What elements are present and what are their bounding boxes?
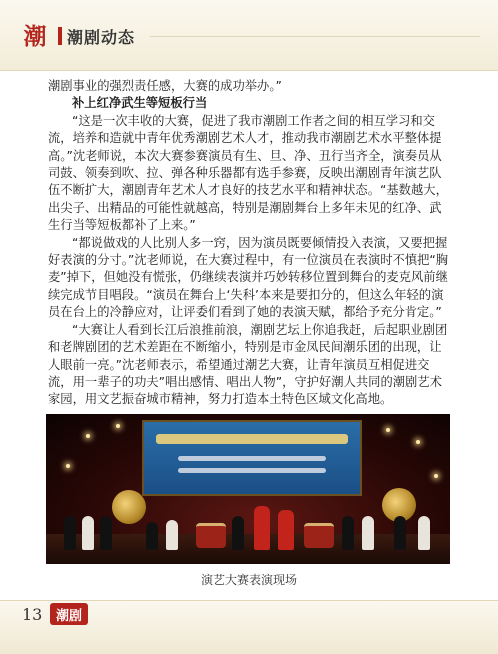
header-divider bbox=[150, 36, 480, 37]
article-paragraph-3: “大赛让人看到长江后浪推前浪，潮剧艺坛上你追我赶，后起职业剧团和老牌剧团的艺术差距在不断缩小，特别是市金凤民间潮乐团的出现，让人眼前一亮。”沈老师表示，希望通过潮艺大赛，让青年演员互相促进交流，用一辈子的功夫”唱出感情、唱出人物”，守护好潮人共同的潮剧艺术家园，用文艺振奋城市精神，努力打造本土特色区域文化高地。 bbox=[48, 322, 448, 407]
section-marker bbox=[58, 27, 62, 45]
article-paragraph-2: “都说做戏的人比别人多一窍，因为演员既要倾情投入表演，又要把握好表演的分寸。”沈老师说，在大赛过程中，有一位演员在表演时不慎把“胸麦”掉下，但她没有慌张，仍继续表演并巧妙转移位置到舞台的麦克风前继续完成节目唱段。“演员在舞台上‘失科’本来是要扣分的，但这么年轻的演员在台上的冷静应对，让评委们看到了她的表演天赋，都给予充分肯定。” bbox=[48, 235, 449, 320]
gong bbox=[112, 490, 146, 524]
article-intro: 潮剧事业的强烈责任感，大赛的成功举办。” bbox=[48, 79, 282, 93]
performance-photo bbox=[46, 414, 450, 564]
stage-banner bbox=[142, 420, 362, 496]
magazine-logo-icon: 潮 bbox=[23, 22, 47, 50]
footer-logo-icon: 潮剧 bbox=[50, 603, 88, 625]
page-number: 13 bbox=[22, 605, 43, 624]
photo-caption: 演艺大赛表演现场 bbox=[200, 573, 297, 587]
article-subheading: 补上红净武生等短板行当 bbox=[72, 96, 208, 111]
article-paragraph-1: “这是一次丰收的大赛，促进了我市潮剧工作者之间的相互学习和交流，培养和造就中青年优秀潮剧艺术人才，推动我市潮剧艺术水平整体提高。”沈老师说，本次大赛参赛演员有生、旦、净、丑行当齐全，演奏员从司鼓、领奏到吹、拉、弹各种乐器都有选手参赛，反映出潮剧青年演艺队伍不断扩大，潮剧青年艺术人才良好的技艺水平和精神状态。“基数越大，出尖子、出精品的可能性就越高，特别是潮剧舞台上多年未见的红净、武生行当等短板都补了上来。” bbox=[48, 113, 448, 233]
page-header bbox=[0, 0, 498, 71]
section-title: 潮剧动态 bbox=[67, 28, 136, 47]
article-body bbox=[48, 78, 453, 409]
red-robed-performer bbox=[254, 506, 270, 550]
